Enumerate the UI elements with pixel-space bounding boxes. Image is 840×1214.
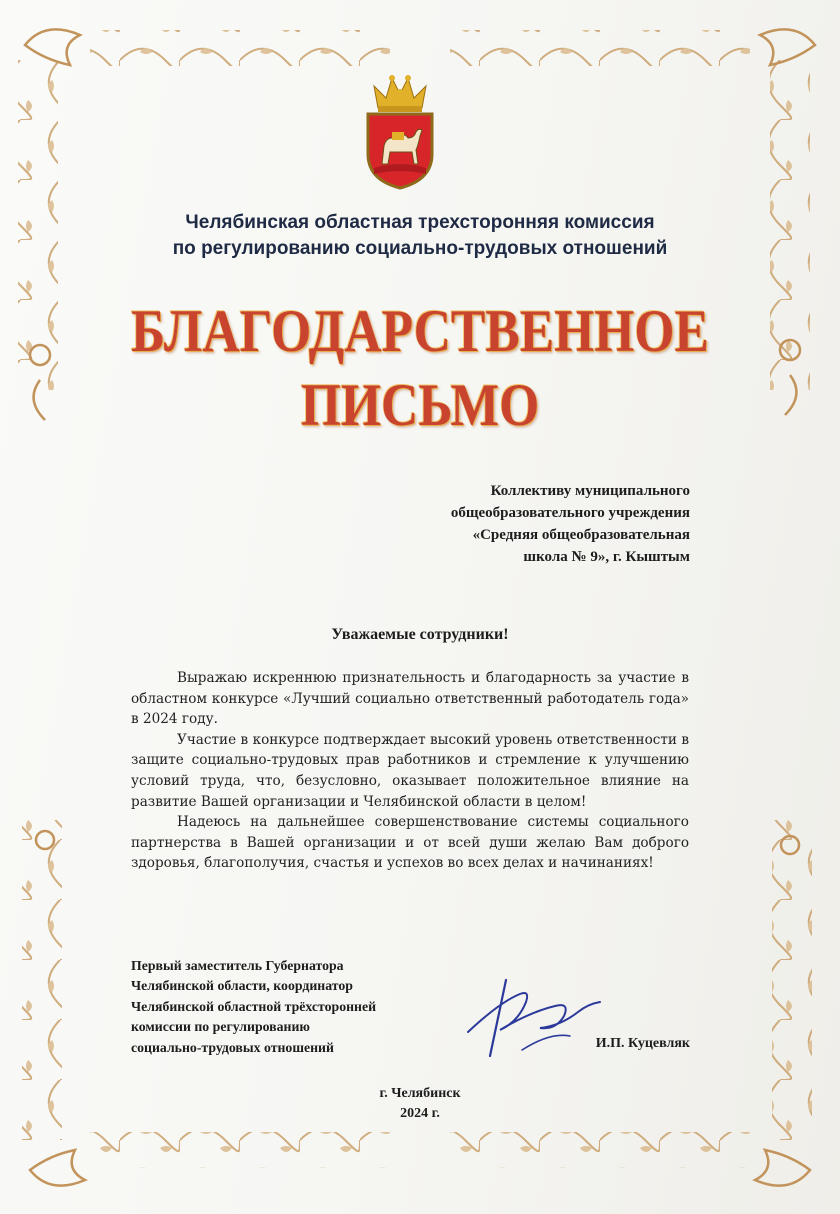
issue-year: 2024 г. — [400, 1106, 440, 1121]
letter-body — [131, 668, 689, 874]
body-paragraph-2: Участие в конкурсе подтверждает высокий уровень ответственности в защите социально-трудовых прав работников и стремление к улучшению условий труда, что, безусловно, оказывает положительное влияние на развитие Вашей организации и Челябинской области в целом! — [131, 731, 689, 810]
addressee-line1: Коллективу муниципального — [490, 483, 690, 499]
signer-line3: Челябинской областной трёхсторонней — [131, 998, 377, 1014]
organization-title-line2: по регулированию социально-трудовых отношений — [172, 238, 668, 259]
document-title — [110, 294, 729, 442]
body-paragraph-1: Выражаю искреннюю признательность и благодарность за участие в областном конкурсе «Лучший социально ответственный работодатель года» в 2024 году. — [131, 670, 689, 728]
signer-name: И.П. Куцевляк — [595, 1036, 690, 1051]
body-paragraph-3: Надеюсь на дальнейшее совершенствование системы социального партнерства в Вашей организации и от всей души желаю Вам доброго здоровья, благополучия, счастья и успехов во всех делах и начинаниях! — [131, 814, 689, 872]
signer-line5: социально-трудовых отношений — [131, 1039, 334, 1055]
document-title-line2: ПИСЬМО — [300, 372, 540, 438]
signer-line4: комиссии по регулированию — [131, 1019, 310, 1035]
addressee-line2: общеобразовательного учреждения — [450, 505, 690, 521]
issue-city: г. Челябинск — [379, 1086, 461, 1101]
organization-title — [100, 210, 740, 262]
signer-position — [131, 956, 461, 1058]
addressee-line3: «Средняя общеобразовательная — [472, 527, 690, 543]
signer-line2: Челябинской области, координатор — [131, 978, 353, 994]
coat-of-arms-icon — [360, 72, 440, 192]
salutation: Уважаемые сотрудники! — [331, 626, 509, 643]
addressee-line4: школа № 9», г. Кыштым — [523, 549, 690, 565]
document-title-line1: БЛАГОДАРСТВЕННОЕ — [131, 298, 709, 364]
signer-line1: Первый заместитель Губернатора — [131, 958, 344, 973]
organization-title-line1: Челябинская областная трехсторонняя комиссия — [185, 212, 655, 233]
addressee-block — [360, 480, 690, 568]
